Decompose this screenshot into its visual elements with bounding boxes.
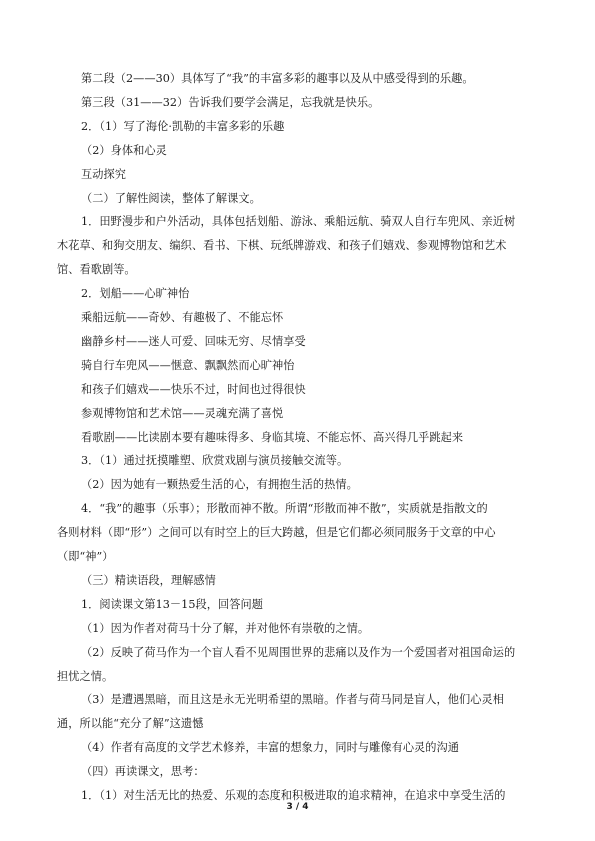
text-line: （3）是遭遇黑暗，而且这是永无光明希望的黑暗。作者与荷马同是盲人，他们心灵相 [81,693,504,706]
text-line: 3．（1）通过抚摸雕塑、欣赏戏剧与演员接触交流等。 [81,454,349,467]
text-line: （1）因为作者对荷马十分了解，并对他怀有崇敬的之情。 [81,622,370,635]
text-line: 1．田野漫步和户外活动，具体包括划船、游泳、乘船远航、骑双人自行车兜风、亲近树 [81,215,516,228]
text-line: 各则材料（即“形”）之间可以有时空上的巨大跨越，但是它们都必须同服务于文章的中心 [57,526,496,539]
text-line: （4）作者有高度的文学艺术修养，丰富的想象力，同时与雕像有心灵的沟通 [81,741,460,754]
text-line: 馆、看歌剧等。 [57,263,136,276]
text-line: （二）了解性阅读，整体了解课文。 [81,192,261,205]
text-line: 互动探究 [81,168,126,181]
text-line: （即“神”） [57,550,114,563]
text-line: 参观博物馆和艺术馆——灵魂充满了喜悦 [81,407,284,420]
text-line: 通，所以能“充分了解”这遗憾 [57,717,204,730]
page-number: 3 / 4 [286,802,309,812]
text-line: 1．阅读课文第13－15段，回答问题 [81,598,263,611]
text-line: 4．“我”的趣事（乐事）；形散而神不散。所谓“形散而神不散”，实质就是指散文的 [81,502,488,515]
text-line: （2）因为她有一颗热爱生活的心，有拥抱生活的热情。 [81,478,358,491]
text-line: 担忧之情。 [57,670,114,683]
text-line: 第三段（31——32）告诉我们要学会满足，忘我就是快乐。 [81,96,380,109]
text-line: 看歌剧——比读剧本要有趣味得多、身临其境、不能忘怀、高兴得几乎跳起来 [81,431,464,444]
text-line: 2．（1）写了海伦·凯勒的丰富多彩的乐趣 [81,120,285,133]
text-line: 乘船远航——奇妙、有趣极了、不能忘怀 [81,311,284,324]
text-line: 幽静乡村——迷人可爱、回味无穷、尽情享受 [81,335,306,348]
text-line: （2）身体和心灵 [81,144,167,157]
text-line: （2）反映了荷马作为一个盲人看不见周围世界的悲痛以及作为一个爱国者对祖国命运的 [81,646,516,659]
text-line: 木花草、和狗交朋友、编织、看书、下棋、玩纸牌游戏、和孩子们嬉戏、参观博物馆和艺术 [57,239,507,252]
text-line: 骑自行车兜风——惬意、飘飘然而心旷神怡 [81,359,295,372]
text-line: （四）再读课文，思考： [81,765,205,778]
text-line: 第二段（2——30）具体写了“我”的丰富多彩的趣事以及从中感受得到的乐趣。 [81,72,474,85]
text-line: 1．（1）对生活无比的热爱、乐观的态度和积极进取的追求精神，在追求中享受生活的 [81,789,506,802]
text-line: （三）精读语段，理解感情 [81,574,216,587]
text-line: 2．划船——心旷神怡 [81,287,190,300]
text-line: 和孩子们嬉戏——快乐不过，时间也过得很快 [81,383,306,396]
